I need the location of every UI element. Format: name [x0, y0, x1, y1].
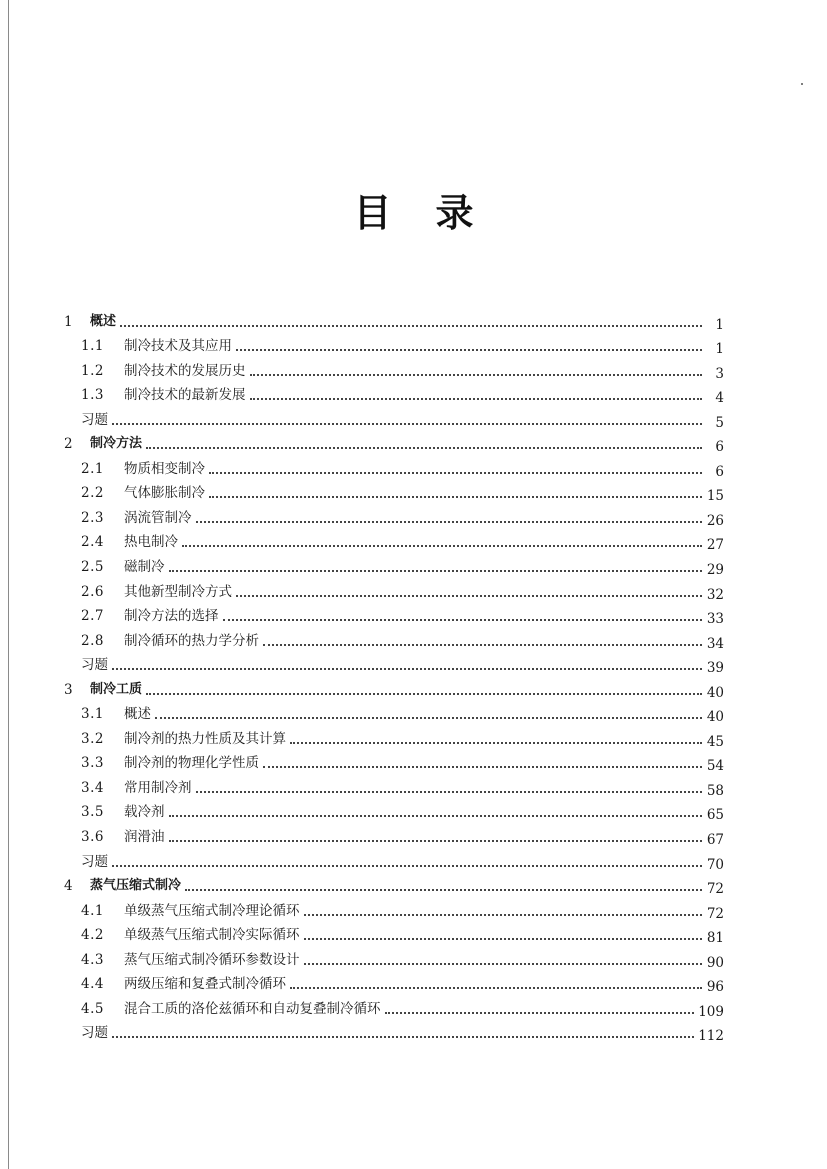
toc-title: 制冷技术及其应用: [124, 338, 232, 355]
toc-page-number: 4: [715, 390, 724, 407]
toc-page-number: 40: [706, 684, 724, 701]
toc-title: 制冷剂的物理化学性质: [124, 755, 259, 772]
toc-dot-leader: [112, 1036, 694, 1038]
toc-title: 两级压缩和复叠式制冷循环: [124, 976, 286, 993]
toc-title: 气体膨胀制冷: [124, 485, 205, 502]
toc-entry-section[interactable]: [64, 968, 724, 996]
toc-entry-section[interactable]: [64, 575, 724, 603]
toc-entry-section[interactable]: [64, 550, 724, 579]
toc-entry-section[interactable]: [64, 379, 724, 407]
toc-dot-leader: [250, 398, 703, 400]
toc-page-number: 109: [698, 1003, 724, 1020]
page-edge-rule: [8, 0, 9, 1169]
toc-entry-section[interactable]: [64, 722, 724, 750]
toc-page-number: 26: [706, 512, 724, 529]
toc-number: 1: [64, 313, 73, 330]
toc-number: 4.3: [81, 951, 104, 968]
toc-page-number: 54: [706, 758, 724, 775]
toc-dot-leader: [112, 668, 702, 670]
scan-speck: [801, 83, 803, 85]
toc-dot-leader: [223, 619, 703, 621]
toc-entry-section[interactable]: [64, 796, 724, 824]
toc-number: 1.2: [81, 362, 104, 379]
toc-dot-leader: [112, 423, 702, 425]
toc-entry-section[interactable]: [64, 501, 724, 529]
toc-number: 4: [64, 878, 73, 895]
toc-page-number: 90: [706, 954, 724, 971]
toc-title: 单级蒸气压缩式制冷理论循环: [124, 902, 300, 919]
toc-dot-leader: [290, 987, 702, 989]
toc-page-number: 32: [706, 586, 724, 603]
toc-dot-leader: [182, 545, 702, 547]
toc-dot-leader: [304, 938, 703, 940]
toc-title: 单级蒸气压缩式制冷实际循环: [124, 927, 300, 944]
toc-number: 2.2: [81, 485, 104, 502]
toc-title: 物质相变制冷: [124, 460, 205, 477]
toc-entry-exercise[interactable]: [64, 403, 724, 431]
toc-number: 1.1: [81, 338, 104, 355]
toc-title: 制冷工质: [90, 681, 143, 697]
toc-entry-section[interactable]: [64, 747, 724, 775]
toc-number: 4.4: [81, 976, 104, 993]
toc-entry-section[interactable]: [64, 919, 724, 947]
toc-entry-chapter[interactable]: [64, 428, 724, 456]
toc-title: 载冷剂: [124, 804, 165, 821]
toc-entry-exercise[interactable]: [64, 845, 724, 873]
toc-dot-leader: [304, 963, 703, 965]
toc-page-number: 72: [706, 905, 724, 922]
toc-number: 2.7: [81, 608, 104, 625]
toc-title: 润滑油: [124, 829, 165, 846]
toc-page-number: 1: [715, 341, 724, 358]
toc-title: 制冷剂的热力性质及其计算: [124, 730, 286, 747]
toc-dot-leader: [236, 349, 702, 351]
toc-dot-leader: [196, 791, 703, 793]
toc-dot-leader: [185, 889, 702, 891]
toc-entry-section[interactable]: [64, 477, 724, 505]
toc-page-number: 40: [706, 709, 724, 726]
toc-dot-leader: [146, 447, 702, 449]
toc-page-number: 15: [706, 488, 724, 505]
toc-page-number: 72: [706, 881, 724, 898]
toc-dot-leader: [169, 570, 703, 572]
toc-number: 2.4: [81, 534, 104, 551]
toc-dot-leader: [112, 865, 702, 867]
toc-page-number: 3: [715, 365, 724, 382]
toc-number: 3.3: [81, 755, 104, 772]
toc-entry-exercise[interactable]: [64, 1017, 724, 1045]
toc-title: 制冷方法的选择: [124, 608, 219, 625]
toc-page-number: 67: [706, 832, 724, 849]
toc-title: 其他新型制冷方式: [124, 583, 232, 600]
page-title: [0, 182, 827, 237]
toc-number: 3.1: [81, 706, 104, 723]
toc-page-number: 58: [706, 782, 724, 799]
toc-entry-section[interactable]: [64, 820, 724, 849]
toc-number: 3.2: [81, 730, 104, 747]
toc-number: 1.3: [81, 387, 104, 404]
toc-title: 制冷技术的最新发展: [124, 387, 246, 404]
toc-entry-chapter[interactable]: [64, 673, 724, 701]
toc-page-number: 6: [715, 439, 724, 456]
toc-page-number: 81: [706, 930, 724, 947]
toc-title: 涡流管制冷: [124, 509, 192, 526]
toc-dot-leader: [169, 815, 703, 817]
toc-page-number: 6: [715, 463, 724, 480]
toc-dot-leader: [304, 914, 703, 916]
toc-title: 混合工质的洛伦兹循环和自动复叠制冷循环: [124, 1000, 381, 1017]
toc-dot-leader: [146, 693, 702, 695]
toc-title: 制冷技术的发展历史: [124, 362, 246, 379]
toc-entry-chapter[interactable]: [64, 305, 724, 333]
toc-dot-leader: [155, 717, 702, 719]
toc-entry-section[interactable]: [64, 992, 724, 1020]
toc-page-number: 96: [706, 979, 724, 996]
toc-entry-exercise[interactable]: [64, 649, 724, 677]
toc-entry-section[interactable]: [64, 894, 724, 922]
toc-title: 习题: [81, 657, 108, 674]
toc-number: 2.5: [81, 559, 104, 576]
toc-page-number: 34: [706, 635, 724, 652]
toc-page-number: 27: [706, 537, 724, 554]
toc-page-number: 1: [715, 316, 724, 333]
toc-dot-leader: [250, 374, 703, 376]
toc-title: 磁制冷: [124, 559, 165, 576]
toc-page-number: 112: [698, 1028, 724, 1045]
toc-dot-leader: [209, 496, 702, 498]
toc-page-number: 70: [706, 856, 724, 873]
toc-title: 概述: [90, 313, 117, 329]
toc-dot-leader: [290, 742, 702, 744]
toc-page-number: 65: [706, 807, 724, 824]
toc-number: 3.5: [81, 804, 104, 821]
toc-number: 2.8: [81, 632, 104, 649]
toc-number: 2.3: [81, 509, 104, 526]
toc-title: 制冷方法: [90, 436, 143, 452]
toc-page-number: 45: [706, 733, 724, 750]
toc-entry-section[interactable]: [64, 354, 724, 382]
toc-entry-section[interactable]: [64, 771, 724, 799]
toc-number: 4.2: [81, 927, 104, 944]
toc-dot-leader: [209, 472, 702, 474]
toc-entry-section[interactable]: [64, 526, 724, 554]
toc-dot-leader: [263, 644, 702, 646]
toc-number: 3.4: [81, 779, 104, 796]
toc-title: 概述: [124, 706, 151, 723]
toc-page-number: 33: [706, 611, 724, 628]
toc-dot-leader: [236, 595, 702, 597]
toc-title: 习题: [81, 1025, 108, 1042]
toc-page-number: 29: [706, 562, 724, 579]
toc-title: 蒸气压缩式制冷循环参数设计: [124, 951, 300, 968]
title-char-2: 录: [435, 191, 474, 235]
toc-page-number: 5: [715, 414, 724, 431]
toc-title: 常用制冷剂: [124, 779, 192, 796]
toc-entry-section[interactable]: [64, 600, 724, 628]
title-char-1: 目: [353, 191, 392, 235]
toc-entry-section[interactable]: [64, 943, 724, 971]
toc-dot-leader: [385, 1012, 695, 1014]
toc-dot-leader: [196, 521, 703, 523]
toc-title: 习题: [81, 411, 108, 428]
toc-dot-leader: [120, 325, 702, 327]
toc-title: 习题: [81, 853, 108, 870]
toc-entry-section[interactable]: [64, 452, 724, 480]
toc-entry-section[interactable]: [64, 698, 724, 726]
toc-entry-section[interactable]: [64, 330, 724, 358]
toc-dot-leader: [169, 840, 703, 842]
toc-number: 2: [64, 436, 73, 453]
toc-number: 3.6: [81, 829, 104, 846]
toc-title: 热电制冷: [124, 534, 178, 551]
toc-title: 制冷循环的热力学分析: [124, 632, 259, 649]
toc-title: 蒸气压缩式制冷: [90, 878, 182, 894]
toc-page-number: 39: [706, 660, 724, 677]
toc-entry-section[interactable]: [64, 624, 724, 652]
toc-number: 4.5: [81, 1000, 104, 1017]
toc-dot-leader: [263, 766, 702, 768]
toc-number: 2.1: [81, 460, 104, 477]
table-of-contents: [64, 305, 724, 1045]
toc-entry-chapter[interactable]: [64, 870, 724, 898]
toc-number: 3: [64, 681, 73, 698]
toc-number: 4.1: [81, 902, 104, 919]
toc-number: 2.6: [81, 583, 104, 600]
